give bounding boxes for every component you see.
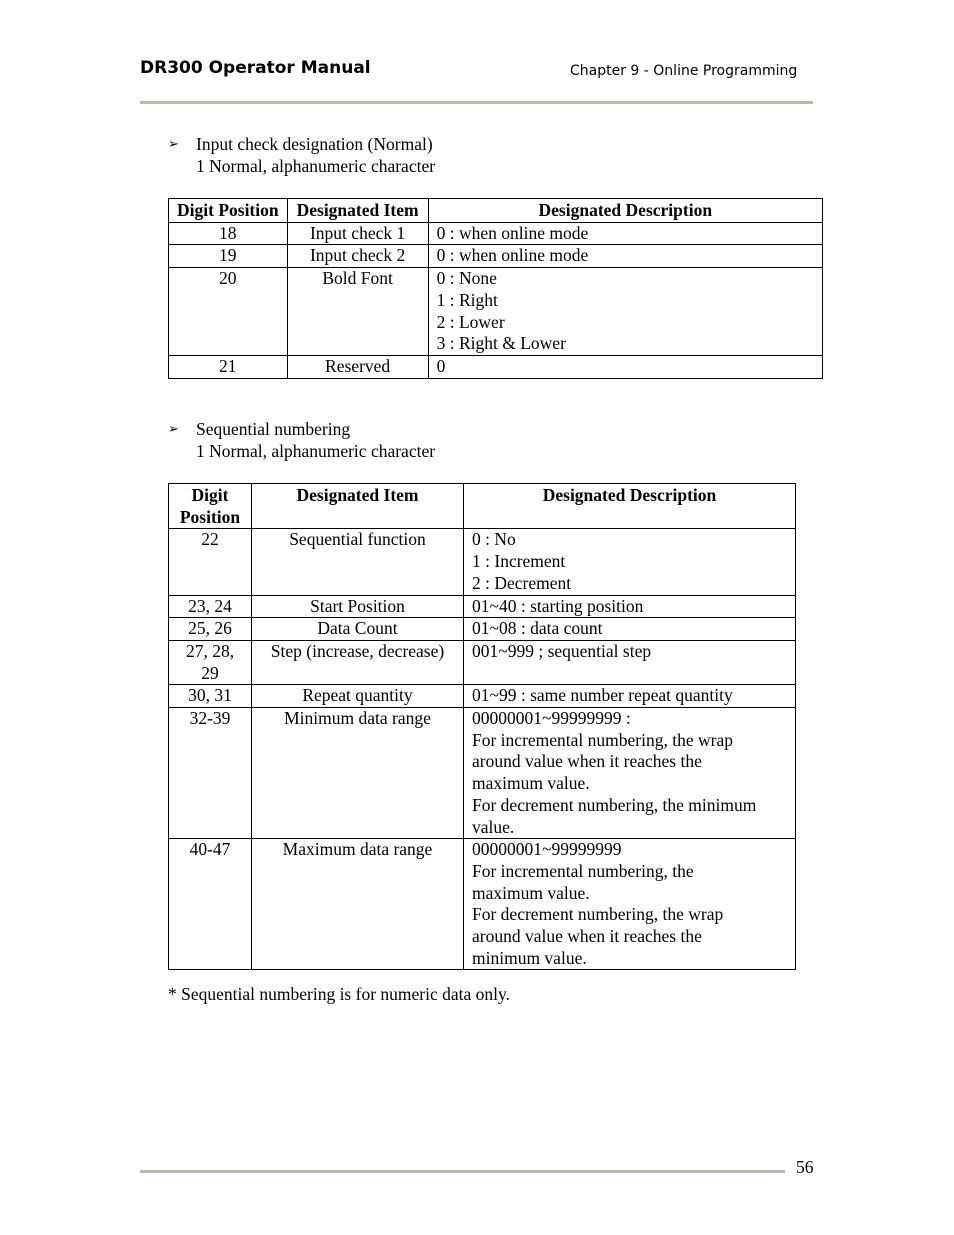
digit-position: 27, 28, 29 [169, 640, 252, 684]
designated-item: Input check 1 [287, 222, 428, 245]
designated-item: Bold Font [287, 268, 428, 356]
designated-item: Reserved [287, 355, 428, 378]
section-heading: Input check designation (Normal) [196, 134, 433, 154]
designated-item: Input check 2 [287, 245, 428, 268]
digit-position: 22 [169, 529, 252, 595]
designated-item: Step (increase, decrease) [252, 640, 464, 684]
table-row [169, 640, 796, 684]
designated-item: Maximum data range [252, 839, 464, 970]
input-check-table [168, 198, 823, 379]
digit-position: 19 [169, 245, 288, 268]
designated-item: Minimum data range [252, 708, 464, 839]
table-row [169, 685, 796, 708]
designated-item: Start Position [252, 595, 464, 618]
designated-item: Sequential function [252, 529, 464, 595]
table-row [169, 708, 796, 839]
arrow-bullet-icon: ➢ [168, 421, 179, 436]
designated-description: 01~40 : starting position [464, 595, 796, 618]
designated-item: Data Count [252, 618, 464, 641]
digit-position: 32-39 [169, 708, 252, 839]
digit-position: 20 [169, 268, 288, 356]
column-header: Digit Position [169, 484, 252, 529]
designated-description: 0 : None 1 : Right 2 : Lower 3 : Right & Lower [428, 268, 822, 356]
column-header: Designated Description [464, 484, 796, 529]
designated-description: 00000001~99999999 : For incremental numbering, the wrap around value when it reaches the maximum value. For decrement numbering, the minimum value. [464, 708, 796, 839]
designated-description: 0 : when online mode [428, 245, 822, 268]
table-row [169, 245, 823, 268]
digit-position: 21 [169, 355, 288, 378]
column-header: Digit Position [169, 199, 288, 223]
page-number: 56 [796, 1157, 814, 1177]
table-row [169, 595, 796, 618]
digit-position: 23, 24 [169, 595, 252, 618]
section-heading: Sequential numbering [196, 419, 351, 439]
digit-position: 25, 26 [169, 618, 252, 641]
arrow-bullet-icon: ➢ [168, 136, 179, 151]
table-row [169, 529, 796, 595]
manual-title: DR300 Operator Manual [140, 58, 371, 78]
designated-description: 0 : when online mode [428, 222, 822, 245]
table-header-row [169, 484, 796, 529]
column-header: Designated Item [252, 484, 464, 529]
table-row [169, 355, 823, 378]
header-divider [140, 101, 813, 104]
table-row [169, 268, 823, 356]
designated-description: 00000001~99999999 For incremental numbering, the maximum value. For decrement numbering, the wrap around value when it reaches the minimum value. [464, 839, 796, 970]
digit-position: 40-47 [169, 839, 252, 970]
column-header: Designated Item [287, 199, 428, 223]
digit-position: 30, 31 [169, 685, 252, 708]
section-subtext: 1 Normal, alphanumeric character [196, 441, 436, 461]
column-header: Designated Description [428, 199, 822, 223]
designated-description: 01~99 : same number repeat quantity [464, 685, 796, 708]
table-row [169, 222, 823, 245]
designated-description: 01~08 : data count [464, 618, 796, 641]
table-row [169, 839, 796, 970]
digit-position: 18 [169, 222, 288, 245]
sequential-numbering-table [168, 483, 796, 970]
table-header-row [169, 199, 823, 223]
footer-divider [140, 1170, 785, 1173]
chapter-title: Chapter 9 - Online Programming [570, 63, 798, 79]
table-row [169, 618, 796, 641]
designated-description: 001~999 ; sequential step [464, 640, 796, 684]
footnote: * Sequential numbering is for numeric data only. [168, 984, 510, 1004]
designated-description: 0 [428, 355, 822, 378]
designated-description: 0 : No 1 : Increment 2 : Decrement [464, 529, 796, 595]
designated-item: Repeat quantity [252, 685, 464, 708]
section-subtext: 1 Normal, alphanumeric character [196, 156, 436, 176]
